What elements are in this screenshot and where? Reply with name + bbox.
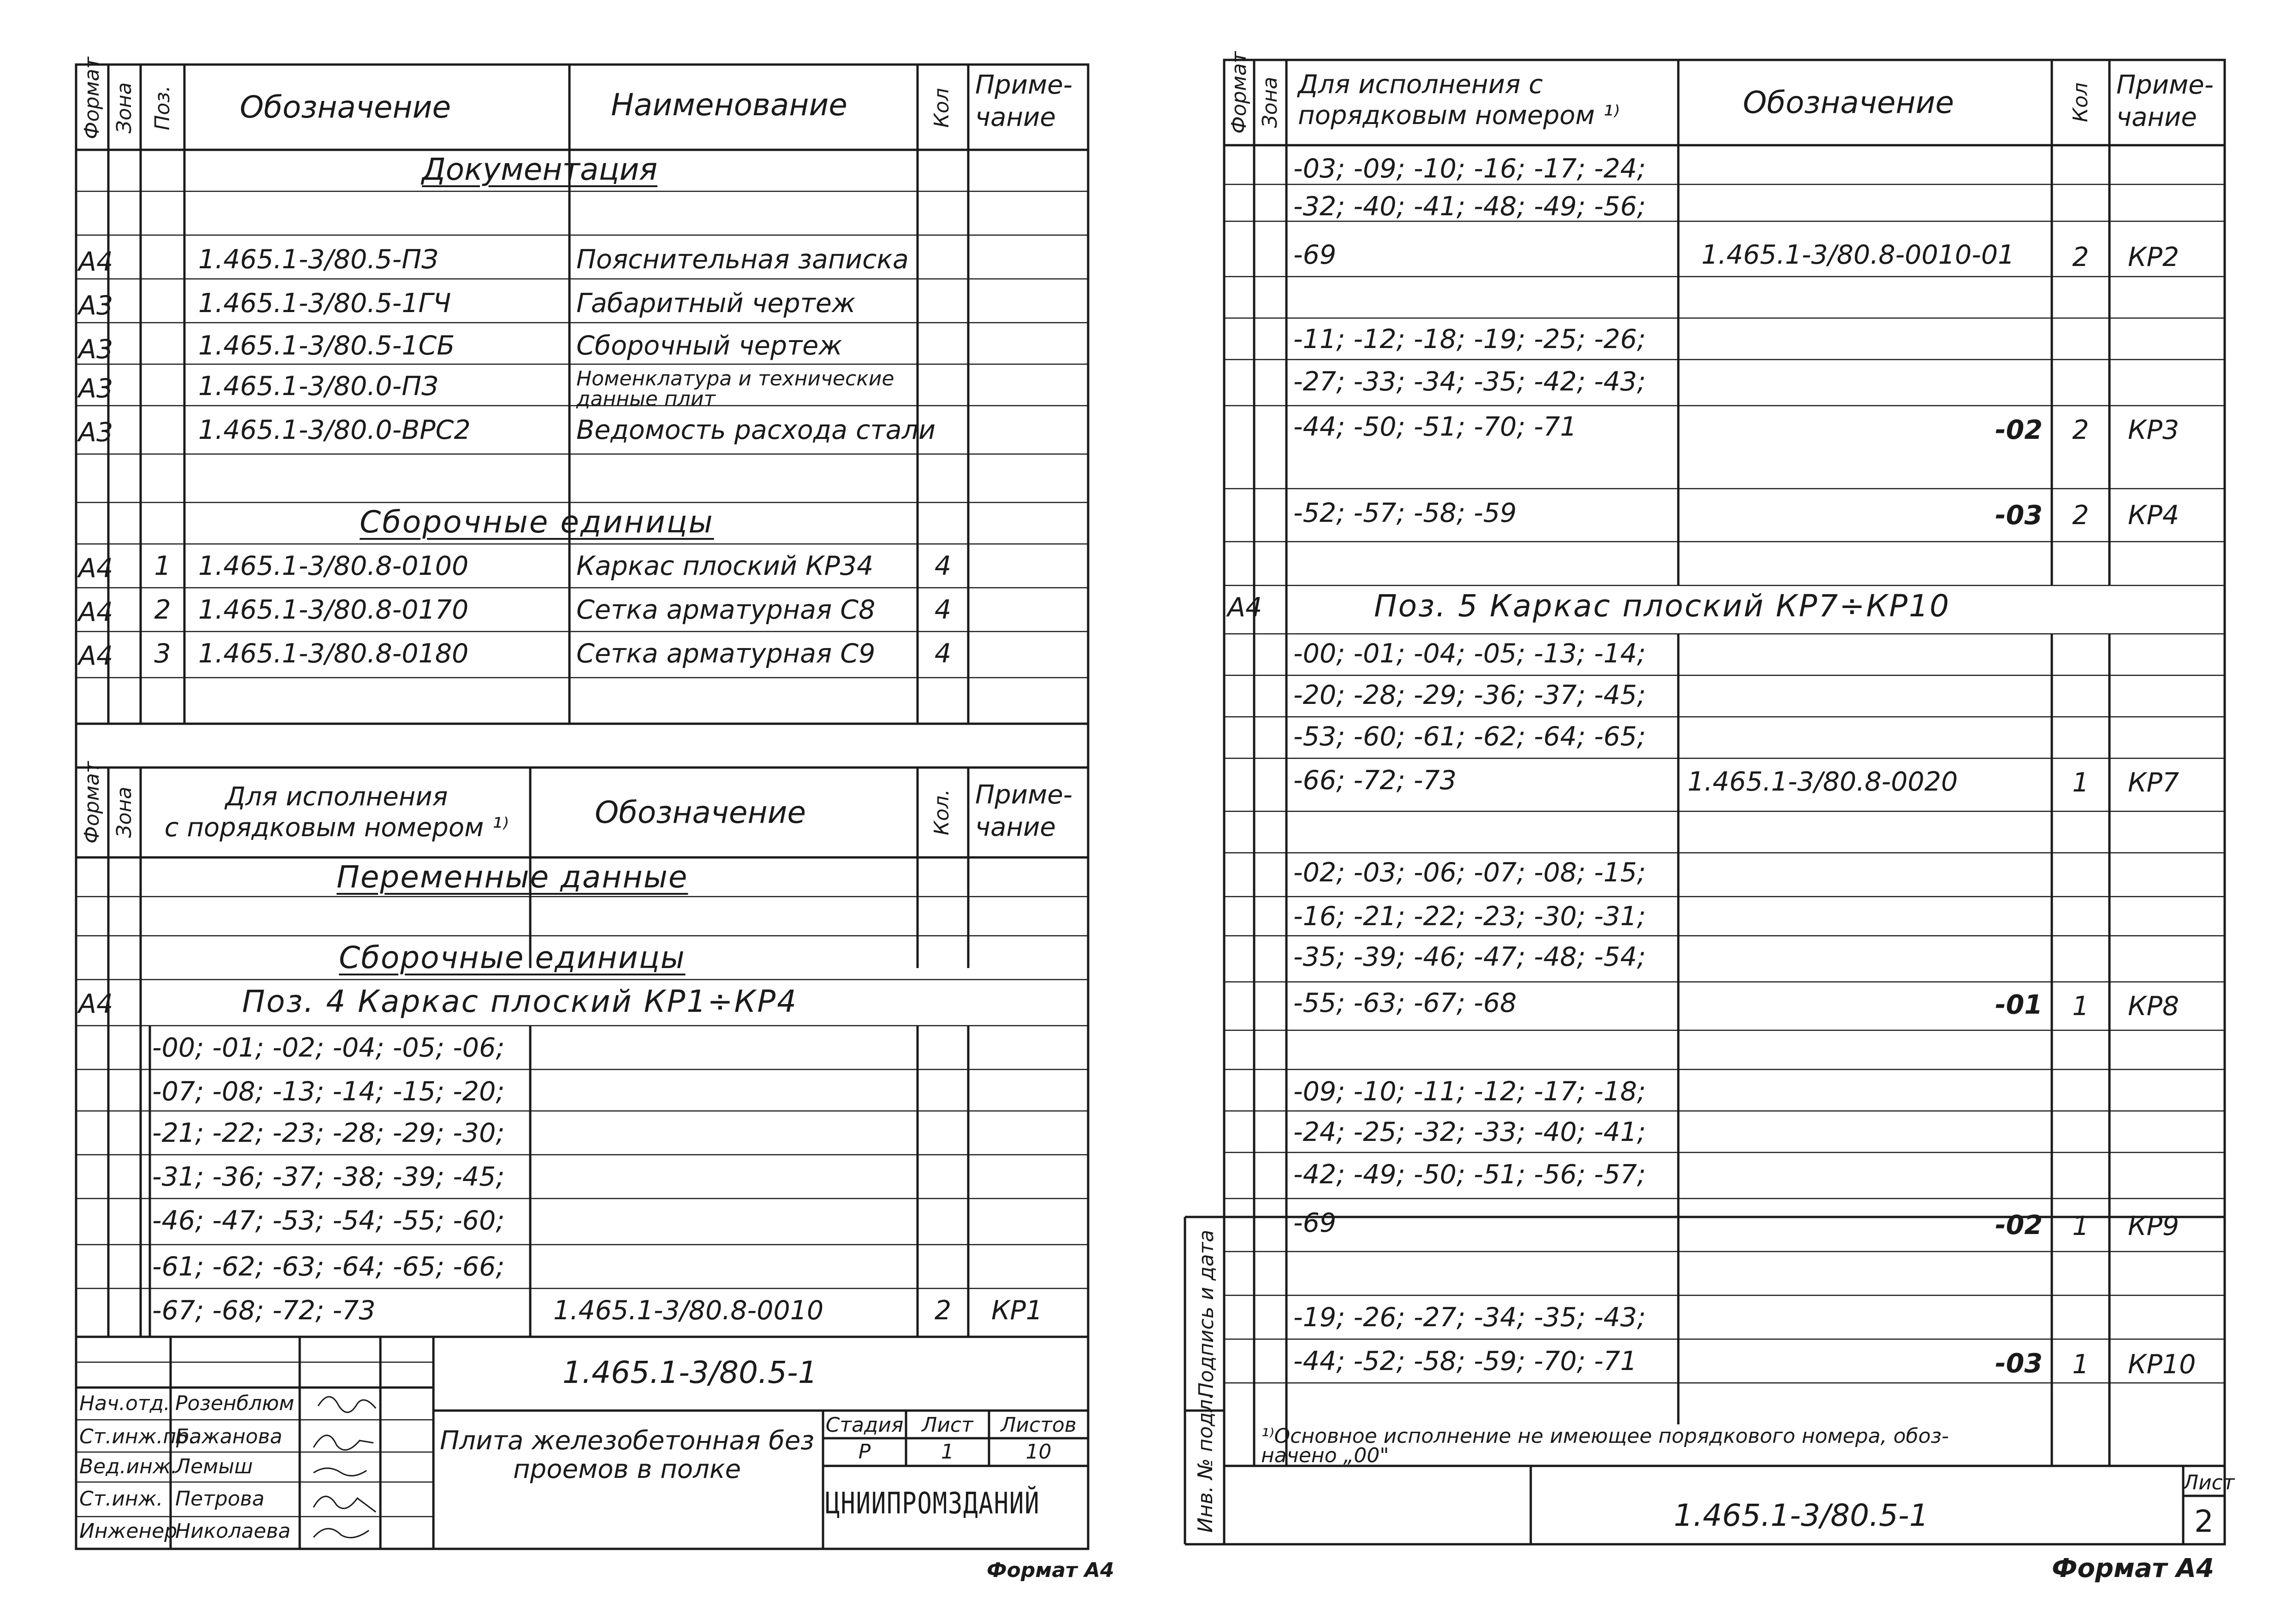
row-designation: -02 [1995,415,2043,445]
pos4-qty: 2 [934,1295,952,1326]
variant-row: -67; -68; -72; -73 [152,1295,376,1326]
role-label: Ст.инж.пр. [79,1425,196,1448]
variant-row: -55; -63; -67; -68 [1293,988,1517,1018]
unit-name: Сетка арматурная С9 [576,638,876,669]
unit-qty: 4 [934,638,952,669]
variant-row: -31; -36; -37; -38; -39; -45; [152,1162,505,1192]
stage-value: Р [858,1440,871,1464]
doc-format: А3 [78,373,113,404]
section-variable-data: Переменные данные [337,859,688,895]
row-note: КР8 [2128,991,2179,1022]
row-qty: 1 [2072,991,2089,1022]
variant-row: -24; -25; -32; -33; -40; -41; [1293,1117,1646,1147]
header2-note: Приме- чание [975,780,1072,842]
doc-designation: 1.465.1-3/80.5-ПЗ [198,244,438,275]
section-assembly-units: Сборочные единицы [360,504,714,540]
role-label: Инженер [79,1519,178,1543]
person-name: Лемыш [175,1455,253,1478]
unit-name: Каркас плоский КР34 [576,551,874,581]
variant-row: -44; -52; -58; -59; -70; -71 [1293,1346,1637,1376]
variant-row: -07; -08; -13; -14; -15; -20; [152,1076,505,1107]
doc-name: Пояснительная записка [576,244,909,275]
sheet-label: Лист [2183,1471,2235,1494]
variant-row: -00; -01; -02; -04; -05; -06; [152,1033,505,1063]
variant-row: -09; -10; -11; -12; -17; -18; [1293,1076,1646,1107]
role-label: Ст.инж. [79,1487,163,1511]
variant-row: -02; -03; -06; -07; -08; -15; [1293,857,1646,888]
row-note: КР7 [2128,768,2179,798]
header2-designation: Обозначение [595,795,806,830]
unit-format: А4 [78,597,113,627]
pos4-format: А4 [78,989,113,1019]
row-qty: 2 [2072,500,2089,531]
pos5-title: Поз. 5 Каркас плоский КР7÷КР10 [1374,588,1951,624]
doc-format: А3 [78,417,113,448]
unit-designation: 1.465.1-3/80.8-0100 [198,551,469,581]
unit-qty: 4 [934,551,952,581]
left-sheet [0,0,1130,1624]
pos4-note: КР1 [991,1295,1043,1326]
header-zone: Зона [113,82,136,134]
header-variant: Для исполнения с порядковым номером ¹⁾ [1298,70,1620,131]
variant-row: -19; -26; -27; -34; -35; -43; [1293,1302,1646,1333]
variant-row: -69 [1293,240,1337,270]
row-designation: -03 [1995,1348,2043,1379]
person-name: Петрова [175,1487,265,1511]
header2-zone: Зона [113,786,136,838]
unit-format: А4 [78,641,113,671]
header-designation: Обозначение [1743,85,1954,120]
row-qty: 2 [2072,415,2089,445]
row-qty: 1 [2072,768,2089,798]
variant-row: -03; -09; -10; -16; -17; -24; [1293,154,1646,184]
row-designation: -03 [1995,500,2043,531]
section-documentation: Документация [422,152,657,187]
pos4-title: Поз. 4 Каркас плоский КР1÷КР4 [242,984,798,1019]
row-note: КР2 [2128,242,2179,272]
right-sheet [1130,0,2292,1624]
row-designation: 1.465.1-3/80.8-0010-01 [1701,240,2015,270]
header2-qty: Кол. [930,789,954,836]
row-note: КР9 [2128,1211,2179,1241]
header-note: Приме- чание [2116,70,2214,132]
variant-row: -61; -62; -63; -64; -65; -66; [152,1252,505,1282]
row-qty: 2 [2072,242,2089,272]
doc-designation: 1.465.1-3/80.5-1СБ [198,331,455,361]
footnote: ¹⁾Основное исполнение не имеющее порядкового номера, обоз- начено „00" [1261,1424,1949,1467]
doc-format: А4 [78,247,113,277]
header-designation: Обозначение [240,89,451,125]
unit-format: А4 [78,553,113,584]
unit-designation: 1.465.1-3/80.8-0170 [198,595,469,625]
header-pos: Поз. [151,85,174,130]
side-label-signature-date: Подпись и дата [1195,1229,1218,1398]
section-assembly-units-2: Сборочные единицы [339,940,686,975]
header-format: Формат [1227,51,1251,134]
pos5-format: А4 [1227,592,1262,623]
header2-variant: Для исполнения с порядковым номером ¹⁾ [164,782,509,843]
row-designation: 1.465.1-3/80.8-0020 [1688,767,1958,797]
title-block-title: Плита железобетонная без проемов в полке [440,1426,814,1484]
header-qty: Кол [2069,82,2092,123]
doc-format: А3 [78,334,113,365]
variant-row: -35; -39; -46; -47; -48; -54; [1293,942,1646,972]
unit-pos: 1 [154,551,171,581]
unit-pos: 3 [154,638,171,669]
header-zone: Зона [1258,77,1282,128]
doc-designation: 1.465.1-3/80.0-ПЗ [198,371,438,402]
stage-label: Стадия [825,1413,904,1437]
variant-row: -44; -50; -51; -70; -71 [1293,412,1577,442]
side-label-inventory-number: Инв. № подл. [1194,1393,1217,1533]
unit-pos: 2 [154,595,171,625]
header2-format: Формат [80,761,104,844]
unit-designation: 1.465.1-3/80.8-0180 [198,638,469,669]
variant-row: -66; -72; -73 [1293,765,1457,796]
row-note: КР3 [2128,415,2179,445]
variant-row: -32; -40; -41; -48; -49; -56; [1293,191,1646,222]
row-note: КР10 [2128,1349,2196,1380]
variant-row: -11; -12; -18; -19; -25; -26; [1293,324,1646,354]
variant-row: -46; -47; -53; -54; -55; -60; [152,1205,505,1236]
sheet-value: 1 [941,1440,954,1464]
doc-name: Номенклатура и технические данные плит [576,367,894,411]
variant-row: -16; -21; -22; -23; -30; -31; [1293,901,1646,932]
title-block-code: 1.465.1-3/80.5-1 [563,1355,817,1390]
person-name: Розенблюм [175,1392,295,1415]
document-code: 1.465.1-3/80.5-1 [1674,1498,1929,1533]
sheet-label: Лист [922,1413,973,1437]
row-note: КР4 [2128,500,2179,531]
doc-designation: 1.465.1-3/80.0-ВРС2 [198,415,471,445]
person-name: Бажанова [175,1425,283,1448]
unit-qty: 4 [934,595,952,625]
variant-row: -52; -57; -58; -59 [1293,498,1517,528]
sheets-label: Листов [1001,1413,1077,1437]
variant-row: -21; -22; -23; -28; -29; -30; [152,1118,505,1148]
role-label: Вед.инж. [79,1455,178,1478]
variant-row: -53; -60; -61; -62; -64; -65; [1293,721,1646,752]
header-name: Наименование [611,87,847,123]
doc-name: Габаритный чертеж [576,288,856,319]
header-format: Формат [80,57,104,139]
row-qty: 1 [2072,1349,2089,1380]
variant-row: -42; -49; -50; -51; -56; -57; [1293,1159,1646,1190]
header-qty: Кол [930,88,954,128]
variant-row: -27; -33; -34; -35; -42; -43; [1293,366,1646,397]
doc-name: Ведомость расхода стали [576,415,936,445]
row-designation: -01 [1995,990,2043,1020]
header-note: Приме- чание [975,70,1072,132]
format-note: Формат А4 [987,1559,1114,1582]
sheet-number: 2 [2194,1504,2214,1539]
doc-name: Сборочный чертеж [576,331,842,361]
sheets-value: 10 [1025,1440,1052,1464]
pos4-designation: 1.465.1-3/80.8-0010 [553,1295,824,1326]
role-label: Нач.отд. [79,1392,170,1415]
doc-format: А3 [78,290,113,321]
variant-row: -20; -28; -29; -36; -37; -45; [1293,680,1646,710]
person-name: Николаева [175,1519,291,1543]
row-qty: 1 [2072,1211,2089,1241]
variant-row: -00; -01; -04; -05; -13; -14; [1293,638,1646,669]
doc-designation: 1.465.1-3/80.5-1ГЧ [198,288,451,319]
organization-logo: ЦНИИПРОМЗДАНИЙ [825,1487,1040,1521]
format-note: Формат А4 [2052,1553,2214,1583]
variant-row: -69 [1293,1208,1337,1238]
unit-name: Сетка арматурная С8 [576,595,876,625]
row-designation: -02 [1995,1210,2043,1240]
